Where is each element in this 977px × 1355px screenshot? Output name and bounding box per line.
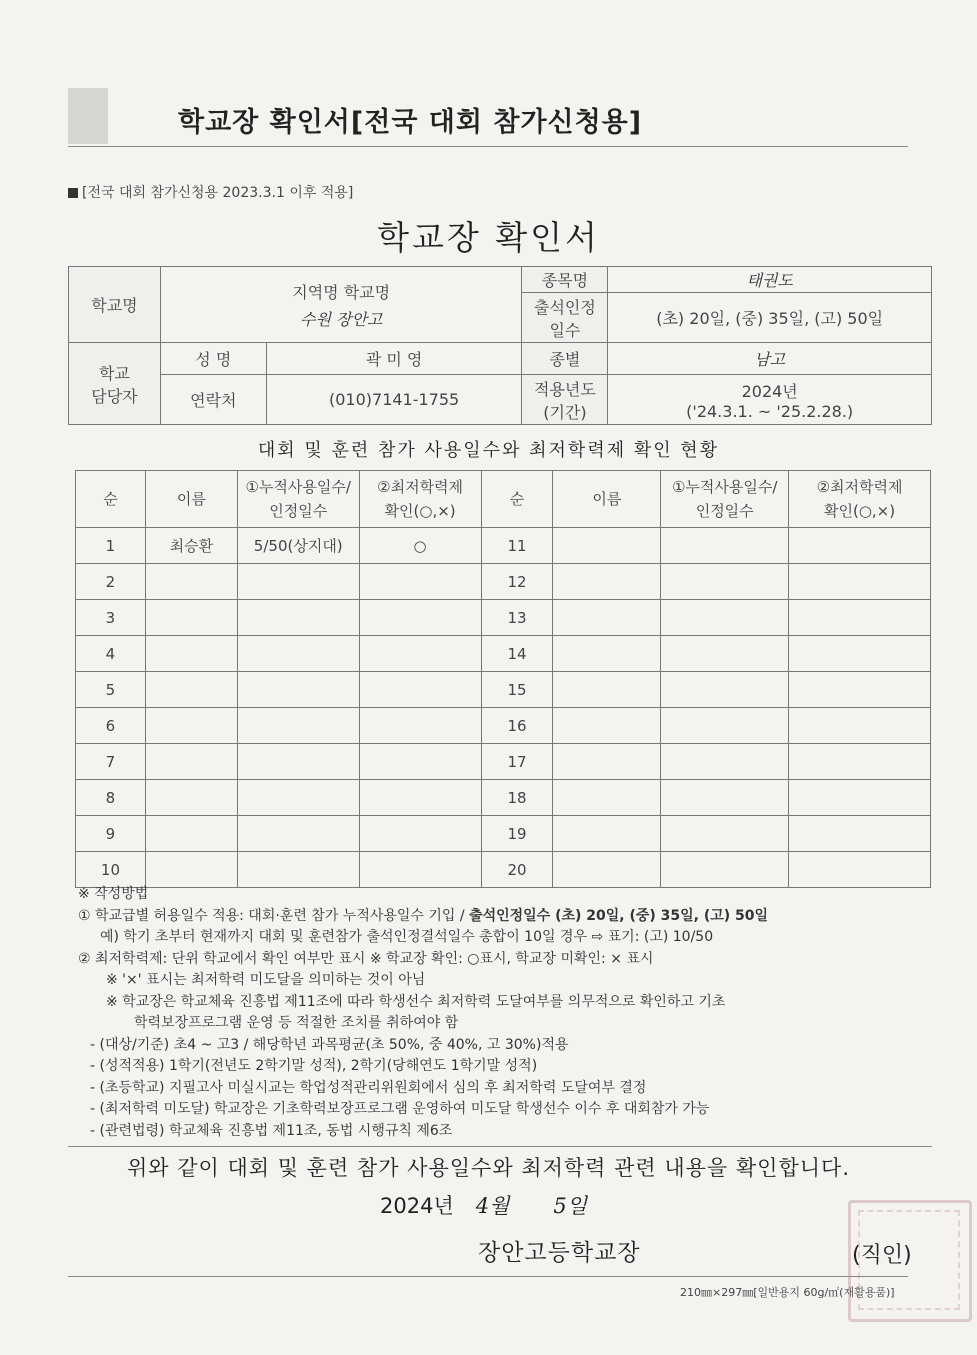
row-name-right xyxy=(553,636,661,672)
col-min-left-line2: 확인(○,×) xyxy=(384,502,456,520)
col-min-right-line1: ②최저학력제 xyxy=(816,478,903,496)
col-name-right: 이름 xyxy=(553,471,661,528)
row-no-left: 5 xyxy=(76,672,146,708)
status-table xyxy=(75,470,931,888)
row-min-left xyxy=(359,816,481,852)
row-no-left: 9 xyxy=(76,816,146,852)
detail-not-reached: - (최저학력 미도달) 학교장은 기초학력보장프로그램 운영하여 미도달 학생선수 이수 후 대회참가 가능 xyxy=(90,1101,710,1117)
detail-elementary: - (초등학교) 지필고사 미실시교는 학업성적관리위원회에서 심의 후 최저학력 도달여부 결정 xyxy=(90,1079,647,1096)
row-min-left: ○ xyxy=(359,528,481,564)
signature-date xyxy=(380,1190,609,1220)
row-days-right xyxy=(661,744,789,780)
school-cell xyxy=(160,267,522,343)
row-name-left xyxy=(145,672,237,708)
row-no-right: 19 xyxy=(481,816,553,852)
row-name-left xyxy=(145,564,237,600)
col-days-right-line2: 인정일수 xyxy=(695,502,754,520)
confirm-divider xyxy=(68,1146,932,1147)
instruction-3: ※ 학교장은 학교체육 진흥법 제11조에 따라 학생선수 최저학력 도달여부를 의무적으로 확인하고 기초 xyxy=(106,993,726,1010)
row-min-left xyxy=(359,600,481,636)
row-name-left xyxy=(145,852,237,888)
table-row xyxy=(76,744,931,780)
event-label: 종목명 xyxy=(522,267,608,293)
row-days-left xyxy=(237,708,359,744)
year-label-line1: 적용년도 xyxy=(534,379,596,399)
table-row xyxy=(76,600,931,636)
row-min-right xyxy=(789,708,931,744)
school-label: 학교명 xyxy=(69,267,161,343)
school-info-table xyxy=(68,266,932,425)
row-name-right xyxy=(553,780,661,816)
contact-value: (010)7141-1755 xyxy=(266,375,522,425)
confirmation-statement: 위와 같이 대회 및 훈련 참가 사용일수와 최저학력 관련 내용을 확인합니다. xyxy=(126,1156,850,1180)
attendance-value: (초) 20일, (중) 35일, (고) 50일 xyxy=(608,293,932,343)
row-min-right xyxy=(789,780,931,816)
row-days-left xyxy=(237,852,359,888)
attendance-label-line1: 출석인정 xyxy=(534,297,596,317)
row-days-right xyxy=(661,600,789,636)
table-row xyxy=(76,780,931,816)
row-no-right: 20 xyxy=(481,852,553,888)
row-name-right xyxy=(553,744,661,780)
row-min-left xyxy=(359,852,481,888)
instruction-1-bold: 출석인정일수 (초) 20일, (중) 35일, (고) 50일 xyxy=(469,907,769,924)
form-title: 학교장 확인서 xyxy=(377,218,600,257)
row-min-right xyxy=(789,564,931,600)
manager-label xyxy=(69,343,161,425)
col-min-left xyxy=(359,471,481,528)
row-name-left xyxy=(145,708,237,744)
row-min-left xyxy=(359,672,481,708)
row-name-left xyxy=(145,780,237,816)
table-row xyxy=(76,528,931,564)
col-days-left-line2: 인정일수 xyxy=(269,502,328,520)
row-min-right xyxy=(789,600,931,636)
row-no-right: 17 xyxy=(481,744,553,780)
col-min-right-line2: 확인(○,×) xyxy=(823,502,896,520)
attendance-label xyxy=(522,293,608,343)
detail-law: - (관련법령) 학교체육 진흥법 제11조, 동법 시행규칙 제6조 xyxy=(90,1122,453,1139)
row-days-right xyxy=(661,672,789,708)
row-no-left: 4 xyxy=(76,636,146,672)
status-heading: 대회 및 훈련 참가 사용일수와 최저학력제 확인 현황 xyxy=(257,440,720,461)
row-name-left xyxy=(145,600,237,636)
contact-label: 연락처 xyxy=(160,375,266,425)
row-min-left xyxy=(359,708,481,744)
row-no-left: 8 xyxy=(76,780,146,816)
row-name-right xyxy=(553,816,661,852)
row-days-left: 5/50(상지대) xyxy=(237,528,359,564)
document-header-title: 학교장 확인서[전국 대회 참가신청용] xyxy=(178,107,643,138)
instruction-1-example: 예) 학기 초부터 현재까지 대회 및 훈련참가 출석인정결석일수 총합이 10일 경우 ⇨ 표기: (고) 10/50 xyxy=(100,929,714,945)
row-name-right xyxy=(553,852,661,888)
square-bullet-icon xyxy=(68,188,78,198)
table-row xyxy=(76,564,931,600)
table-row xyxy=(76,672,931,708)
table-row xyxy=(76,816,931,852)
col-min-right xyxy=(789,471,931,528)
row-name-left: 최승환 xyxy=(145,528,237,564)
row-name-right xyxy=(553,672,661,708)
col-name-left: 이름 xyxy=(145,471,237,528)
instructions xyxy=(78,884,938,1142)
row-name-right xyxy=(553,528,661,564)
subtitle-text: [전국 대회 참가신청용 2023.3.1 이후 적용] xyxy=(82,185,354,201)
row-days-left xyxy=(237,780,359,816)
row-no-right: 15 xyxy=(481,672,553,708)
year-value: 2024년 xyxy=(741,381,798,401)
row-no-left: 7 xyxy=(76,744,146,780)
manager-label-line1: 학교 xyxy=(98,363,130,383)
row-days-right xyxy=(661,852,789,888)
header-shade xyxy=(68,88,108,144)
row-days-right xyxy=(661,780,789,816)
row-days-left xyxy=(237,564,359,600)
row-min-left xyxy=(359,564,481,600)
row-min-left xyxy=(359,780,481,816)
manager-label-line2: 담당자 xyxy=(91,386,138,406)
instruction-2-note: ※ '×' 표시는 최저학력 미도달을 의미하는 것이 아님 xyxy=(106,972,426,988)
row-days-right xyxy=(661,528,789,564)
attendance-label-line2: 일수 xyxy=(549,320,581,340)
row-min-right xyxy=(789,852,931,888)
period-value: ('24.3.1. ~ '25.2.28.) xyxy=(686,401,854,421)
row-no-right: 13 xyxy=(481,600,553,636)
paper-spec: 210㎜×297㎜[일반용지 60g/㎡(재활용품)] xyxy=(680,1286,895,1299)
row-no-right: 16 xyxy=(481,708,553,744)
name-label: 성 명 xyxy=(160,343,266,375)
row-name-left xyxy=(145,636,237,672)
row-no-right: 14 xyxy=(481,636,553,672)
table-row xyxy=(76,636,931,672)
row-name-right xyxy=(553,564,661,600)
row-days-right xyxy=(661,564,789,600)
document-subtitle xyxy=(68,182,353,202)
year-label xyxy=(522,375,608,425)
row-no-right: 11 xyxy=(481,528,553,564)
row-no-left: 1 xyxy=(76,528,146,564)
detail-target: - (대상/기준) 초4 ~ 고3 / 해당학년 과목평균(초 50%, 중 40%, 고 30%)적용 xyxy=(90,1036,569,1053)
col-days-left xyxy=(237,471,359,528)
col-days-right-line1: ①누적사용일수/ xyxy=(671,478,778,496)
year-cell xyxy=(608,375,932,425)
detail-grades: - (성적적용) 1학기(전년도 2학기말 성적), 2학기(당해연도 1학기말 성적) xyxy=(90,1058,538,1074)
row-min-right xyxy=(789,528,931,564)
principal-name: 장안고등학교장 xyxy=(478,1240,641,1266)
year-label-line2: (기간) xyxy=(543,402,587,422)
row-name-right xyxy=(553,600,661,636)
row-min-left xyxy=(359,744,481,780)
date-day: 5일 xyxy=(553,1194,588,1218)
table-row xyxy=(76,708,931,744)
col-days-left-line1: ①누적사용일수/ xyxy=(245,478,351,496)
row-name-right xyxy=(553,708,661,744)
seal-label: (직인) xyxy=(852,1243,912,1268)
instruction-3-cont: 학력보장프로그램 운영 등 적절한 조치를 취하여야 함 xyxy=(134,1015,459,1031)
row-no-left: 2 xyxy=(76,564,146,600)
row-days-left xyxy=(237,636,359,672)
col-no-left: 순 xyxy=(76,471,146,528)
instruction-1-text: ① 학교급별 허용일수 적용: 대회·훈련 참가 누적사용일수 기입 / xyxy=(78,907,470,924)
row-min-right xyxy=(789,744,931,780)
row-no-left: 10 xyxy=(76,852,146,888)
row-days-left xyxy=(237,816,359,852)
col-no-right: 순 xyxy=(481,471,553,528)
table-row xyxy=(76,852,931,888)
row-no-left: 6 xyxy=(76,708,146,744)
instructions-heading: ※ 작성방법 xyxy=(78,886,149,902)
header-divider xyxy=(68,146,908,147)
name-value: 곽 미 영 xyxy=(266,343,522,375)
col-min-left-line1: ②최저학력제 xyxy=(377,478,464,496)
col-days-right xyxy=(661,471,789,528)
row-days-right xyxy=(661,816,789,852)
date-month: 4월 xyxy=(475,1194,510,1218)
row-days-right xyxy=(661,708,789,744)
row-no-right: 18 xyxy=(481,780,553,816)
row-no-left: 3 xyxy=(76,600,146,636)
row-name-left xyxy=(145,816,237,852)
row-min-right xyxy=(789,672,931,708)
footer-divider xyxy=(68,1276,908,1277)
row-days-left xyxy=(237,600,359,636)
row-min-right xyxy=(789,816,931,852)
category-value: 남고 xyxy=(608,343,932,375)
status-table-body xyxy=(76,528,931,888)
row-no-right: 12 xyxy=(481,564,553,600)
date-year: 2024년 xyxy=(380,1194,454,1218)
event-value: 태권도 xyxy=(608,267,932,293)
row-name-left xyxy=(145,744,237,780)
row-days-left xyxy=(237,672,359,708)
row-days-right xyxy=(661,636,789,672)
school-field-label: 지역명 학교명 xyxy=(292,282,391,302)
row-days-left xyxy=(237,744,359,780)
row-min-left xyxy=(359,636,481,672)
row-min-right xyxy=(789,636,931,672)
category-label: 종별 xyxy=(522,343,608,375)
school-value: 수원 장안고 xyxy=(299,309,383,329)
instruction-1 xyxy=(78,906,938,928)
instruction-2: ② 최저학력제: 단위 학교에서 확인 여부만 표시 ※ 학교장 확인: ○표시, 학교장 미확인: × 표시 xyxy=(78,950,654,967)
